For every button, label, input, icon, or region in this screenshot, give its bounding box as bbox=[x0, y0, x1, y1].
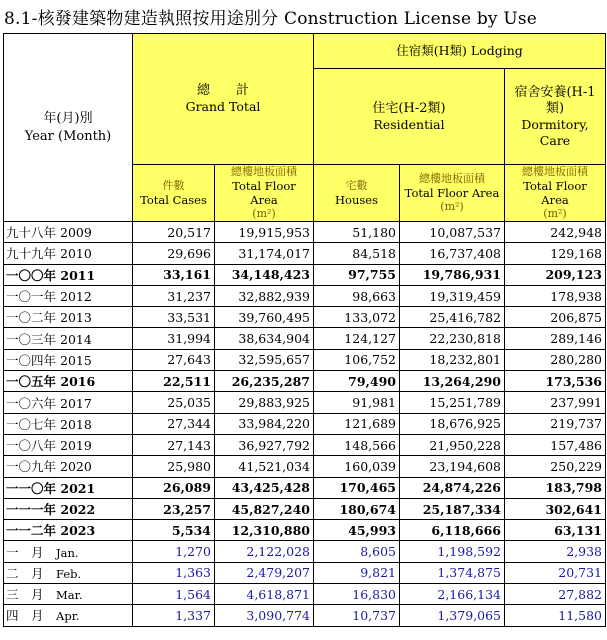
total-floor-area-unit: (m²) bbox=[252, 207, 276, 220]
year-label-en: 2014 bbox=[60, 331, 92, 347]
year-label-zh: 一〇八年 bbox=[6, 438, 57, 454]
cases-header bbox=[133, 165, 215, 222]
total-area-cell: 32,595,657 bbox=[215, 349, 314, 370]
residential-floor-area-header-zh: 總樓地板面積 bbox=[419, 172, 485, 185]
year-row bbox=[4, 413, 606, 434]
year-label-zh: 一〇三年 bbox=[6, 331, 57, 347]
total-area-cell: 2,122,028 bbox=[215, 541, 314, 562]
total-area-cell: 2,479,207 bbox=[215, 562, 314, 583]
month-row bbox=[4, 562, 606, 583]
year-label-zh: 一〇二年 bbox=[6, 310, 57, 326]
year-header-en: Year (Month) bbox=[24, 128, 112, 144]
month-label-cell bbox=[4, 605, 133, 626]
year-row bbox=[4, 222, 606, 243]
dormitory-area-cell: 20,731 bbox=[505, 562, 606, 583]
residential-floor-area-header bbox=[400, 165, 505, 222]
year-label-en: 2020 bbox=[60, 459, 92, 475]
dormitory-floor-area-header bbox=[505, 165, 606, 222]
year-label-en: 2018 bbox=[60, 416, 92, 432]
total-area-cell: 34,148,423 bbox=[215, 264, 314, 285]
cases-cell: 29,696 bbox=[133, 243, 215, 264]
residential-floor-area-unit: (m²) bbox=[440, 200, 464, 213]
year-label-zh: 一一一年 bbox=[6, 502, 57, 517]
total-area-cell: 19,915,953 bbox=[215, 222, 314, 243]
cases-cell: 20,517 bbox=[133, 222, 215, 243]
cases-cell: 27,643 bbox=[133, 349, 215, 370]
year-row bbox=[4, 520, 606, 541]
year-label-zh: 一〇九年 bbox=[6, 459, 57, 475]
dormitory-area-cell: 27,882 bbox=[505, 584, 606, 605]
cases-cell: 31,237 bbox=[133, 285, 215, 306]
residential-area-cell: 1,379,065 bbox=[400, 605, 505, 626]
cases-cell: 5,534 bbox=[133, 520, 215, 541]
residential-area-cell: 10,087,537 bbox=[400, 222, 505, 243]
year-label-en: 2016 bbox=[60, 374, 96, 390]
dormitory-area-cell: 178,938 bbox=[505, 285, 606, 306]
houses-cell: 79,490 bbox=[314, 371, 400, 392]
year-label-en: 2011 bbox=[60, 267, 96, 283]
year-header-zh: 年(月)別 bbox=[43, 110, 93, 126]
houses-header bbox=[314, 165, 400, 222]
cases-cell: 25,980 bbox=[133, 456, 215, 477]
year-label-en: 2015 bbox=[60, 352, 92, 368]
year-label-cell bbox=[4, 307, 133, 328]
month-label-zh: 三 月 bbox=[6, 587, 44, 603]
houses-cell: 10,737 bbox=[314, 605, 400, 626]
total-area-cell: 45,827,240 bbox=[215, 498, 314, 519]
year-label-cell bbox=[4, 371, 133, 392]
month-label-cell bbox=[4, 562, 133, 583]
dormitory-area-cell: 219,737 bbox=[505, 413, 606, 434]
cases-cell: 33,161 bbox=[133, 264, 215, 285]
dormitory-area-cell: 2,938 bbox=[505, 541, 606, 562]
year-label-cell bbox=[4, 413, 133, 434]
year-label-en: 2009 bbox=[60, 225, 92, 241]
total-area-cell: 43,425,428 bbox=[215, 477, 314, 498]
cases-cell: 23,257 bbox=[133, 498, 215, 519]
year-row bbox=[4, 328, 606, 349]
cases-cell: 33,531 bbox=[133, 307, 215, 328]
year-row bbox=[4, 264, 606, 285]
cases-cell: 1,270 bbox=[133, 541, 215, 562]
year-row bbox=[4, 392, 606, 413]
year-label-cell bbox=[4, 222, 133, 243]
total-area-cell: 31,174,017 bbox=[215, 243, 314, 264]
residential-area-cell: 19,786,931 bbox=[400, 264, 505, 285]
total-floor-area-header-en: Total Floor Area bbox=[232, 179, 296, 207]
dormitory-area-cell: 250,229 bbox=[505, 456, 606, 477]
year-label-cell bbox=[4, 434, 133, 455]
month-label-en: Apr. bbox=[56, 609, 80, 624]
dormitory-area-cell: 302,641 bbox=[505, 498, 606, 519]
month-label-zh: 一 月 bbox=[6, 544, 44, 560]
year-label-zh: 九十九年 bbox=[6, 246, 57, 262]
year-label-zh: 一〇七年 bbox=[6, 416, 57, 432]
residential-area-cell: 18,676,925 bbox=[400, 413, 505, 434]
houses-cell: 16,830 bbox=[314, 584, 400, 605]
residential-area-cell: 13,264,290 bbox=[400, 371, 505, 392]
residential-area-cell: 1,198,592 bbox=[400, 541, 505, 562]
year-row bbox=[4, 285, 606, 306]
grand-total-header-zh: 總 計 bbox=[196, 83, 249, 98]
houses-cell: 45,993 bbox=[314, 520, 400, 541]
dormitory-area-cell: 206,875 bbox=[505, 307, 606, 328]
month-row bbox=[4, 584, 606, 605]
cases-header-zh: 件數 bbox=[162, 179, 185, 192]
houses-cell: 160,039 bbox=[314, 456, 400, 477]
total-area-cell: 26,235,287 bbox=[215, 371, 314, 392]
month-label-cell bbox=[4, 541, 133, 562]
residential-header bbox=[314, 69, 505, 165]
cases-cell: 25,035 bbox=[133, 392, 215, 413]
houses-header-en: Houses bbox=[335, 193, 378, 207]
houses-header-zh: 宅數 bbox=[345, 179, 368, 192]
year-label-en: 2019 bbox=[60, 438, 92, 454]
year-label-en: 2010 bbox=[60, 246, 92, 262]
dormitory-area-cell: 242,948 bbox=[505, 222, 606, 243]
year-label-zh: 一〇五年 bbox=[6, 374, 57, 390]
year-label-cell bbox=[4, 328, 133, 349]
residential-area-cell: 25,187,334 bbox=[400, 498, 505, 519]
cases-cell: 27,143 bbox=[133, 434, 215, 455]
year-row bbox=[4, 456, 606, 477]
houses-cell: 51,180 bbox=[314, 222, 400, 243]
year-label-cell bbox=[4, 498, 133, 519]
year-label-cell bbox=[4, 264, 133, 285]
houses-cell: 133,072 bbox=[314, 307, 400, 328]
total-area-cell: 32,882,939 bbox=[215, 285, 314, 306]
dormitory-floor-area-header-en: Total Floor Area bbox=[523, 179, 587, 207]
lodging-header: 住宿類(H類) Lodging bbox=[314, 34, 606, 69]
year-label-cell bbox=[4, 456, 133, 477]
dormitory-floor-area-unit: (m²) bbox=[543, 207, 567, 220]
year-label-cell bbox=[4, 349, 133, 370]
month-label-zh: 四 月 bbox=[6, 608, 44, 624]
dormitory-header-zh: 宿舍安養(H-1類) bbox=[514, 84, 596, 116]
year-label-en: 2022 bbox=[60, 502, 96, 517]
dormitory-area-cell: 289,146 bbox=[505, 328, 606, 349]
month-row bbox=[4, 541, 606, 562]
total-area-cell: 29,883,925 bbox=[215, 392, 314, 413]
month-label-en: Feb. bbox=[56, 566, 82, 581]
year-row bbox=[4, 243, 606, 264]
houses-cell: 124,127 bbox=[314, 328, 400, 349]
cases-cell: 1,337 bbox=[133, 605, 215, 626]
cases-cell: 22,511 bbox=[133, 371, 215, 392]
houses-cell: 8,605 bbox=[314, 541, 400, 562]
residential-area-cell: 16,737,408 bbox=[400, 243, 505, 264]
cases-cell: 1,363 bbox=[133, 562, 215, 583]
month-label-en: Jan. bbox=[56, 545, 79, 560]
year-label-zh: 一〇一年 bbox=[6, 289, 57, 305]
houses-cell: 98,663 bbox=[314, 285, 400, 306]
total-area-cell: 33,984,220 bbox=[215, 413, 314, 434]
cases-cell: 26,089 bbox=[133, 477, 215, 498]
residential-area-cell: 21,950,228 bbox=[400, 434, 505, 455]
year-label-zh: 一〇六年 bbox=[6, 395, 57, 411]
total-area-cell: 36,927,792 bbox=[215, 434, 314, 455]
total-area-cell: 39,760,495 bbox=[215, 307, 314, 328]
year-label-cell bbox=[4, 243, 133, 264]
month-label-cell bbox=[4, 584, 133, 605]
year-row bbox=[4, 434, 606, 455]
residential-area-cell: 6,118,666 bbox=[400, 520, 505, 541]
dormitory-area-cell: 280,280 bbox=[505, 349, 606, 370]
year-row bbox=[4, 498, 606, 519]
month-row bbox=[4, 605, 606, 626]
cases-cell: 27,344 bbox=[133, 413, 215, 434]
residential-floor-area-header-en: Total Floor Area bbox=[404, 186, 500, 200]
residential-area-cell: 2,166,134 bbox=[400, 584, 505, 605]
houses-cell: 91,981 bbox=[314, 392, 400, 413]
residential-header-zh: 住宅(H-2類) bbox=[372, 100, 446, 116]
total-floor-area-header-zh: 總樓地板面積 bbox=[231, 165, 297, 178]
residential-header-en: Residential bbox=[373, 116, 445, 132]
cases-cell: 31,994 bbox=[133, 328, 215, 349]
houses-cell: 9,821 bbox=[314, 562, 400, 583]
houses-cell: 170,465 bbox=[314, 477, 400, 498]
residential-area-cell: 23,194,608 bbox=[400, 456, 505, 477]
cases-header-en: Total Cases bbox=[140, 193, 207, 207]
houses-cell: 121,689 bbox=[314, 413, 400, 434]
residential-area-cell: 25,416,782 bbox=[400, 307, 505, 328]
houses-cell: 180,674 bbox=[314, 498, 400, 519]
year-label-en: 2013 bbox=[60, 310, 92, 326]
residential-area-cell: 15,251,789 bbox=[400, 392, 505, 413]
year-row bbox=[4, 349, 606, 370]
total-area-cell: 4,618,871 bbox=[215, 584, 314, 605]
houses-cell: 148,566 bbox=[314, 434, 400, 455]
total-area-cell: 41,521,034 bbox=[215, 456, 314, 477]
dormitory-area-cell: 183,798 bbox=[505, 477, 606, 498]
residential-area-cell: 19,319,459 bbox=[400, 285, 505, 306]
year-label-en: 2023 bbox=[60, 523, 96, 539]
year-month-header bbox=[4, 34, 133, 222]
year-label-zh: 一〇四年 bbox=[6, 352, 57, 368]
year-label-en: 2021 bbox=[60, 480, 96, 496]
grand-total-header-en: Grand Total bbox=[185, 99, 261, 114]
houses-cell: 97,755 bbox=[314, 264, 400, 285]
residential-area-cell: 1,374,875 bbox=[400, 562, 505, 583]
houses-cell: 84,518 bbox=[314, 243, 400, 264]
cases-cell: 1,564 bbox=[133, 584, 215, 605]
month-label-zh: 二 月 bbox=[6, 565, 44, 581]
year-row bbox=[4, 477, 606, 498]
year-label-zh: 九十八年 bbox=[6, 225, 57, 241]
dormitory-area-cell: 63,131 bbox=[505, 520, 606, 541]
month-label-en: Mar. bbox=[56, 588, 83, 603]
year-row bbox=[4, 307, 606, 328]
residential-area-cell: 22,230,818 bbox=[400, 328, 505, 349]
residential-area-cell: 18,232,801 bbox=[400, 349, 505, 370]
year-label-cell bbox=[4, 477, 133, 498]
dormitory-floor-area-header-zh: 總樓地板面積 bbox=[522, 165, 588, 178]
dormitory-header-en: Dormitory, Care bbox=[521, 116, 589, 148]
year-label-zh: 一一二年 bbox=[6, 523, 57, 539]
construction-license-table bbox=[3, 33, 606, 627]
year-label-cell bbox=[4, 285, 133, 306]
total-area-cell: 38,634,904 bbox=[215, 328, 314, 349]
dormitory-header bbox=[505, 69, 606, 165]
year-label-zh: 一一〇年 bbox=[6, 480, 57, 496]
dormitory-area-cell: 11,580 bbox=[505, 605, 606, 626]
dormitory-area-cell: 129,168 bbox=[505, 243, 606, 264]
dormitory-area-cell: 237,991 bbox=[505, 392, 606, 413]
year-label-en: 2012 bbox=[60, 289, 92, 305]
dormitory-area-cell: 173,536 bbox=[505, 371, 606, 392]
residential-area-cell: 24,874,226 bbox=[400, 477, 505, 498]
dormitory-area-cell: 157,486 bbox=[505, 434, 606, 455]
total-area-cell: 3,090,774 bbox=[215, 605, 314, 626]
page-title: 8.1-核發建築物建造執照按用途別分 Construction License by Use bbox=[4, 9, 538, 29]
year-row bbox=[4, 371, 606, 392]
total-floor-area-header bbox=[215, 165, 314, 222]
houses-cell: 106,752 bbox=[314, 349, 400, 370]
year-label-zh: 一〇〇年 bbox=[6, 267, 57, 283]
dormitory-area-cell: 209,123 bbox=[505, 264, 606, 285]
year-label-cell bbox=[4, 392, 133, 413]
year-label-cell bbox=[4, 520, 133, 541]
total-area-cell: 12,310,880 bbox=[215, 520, 314, 541]
year-label-en: 2017 bbox=[60, 395, 92, 411]
grand-total-header bbox=[133, 34, 314, 165]
